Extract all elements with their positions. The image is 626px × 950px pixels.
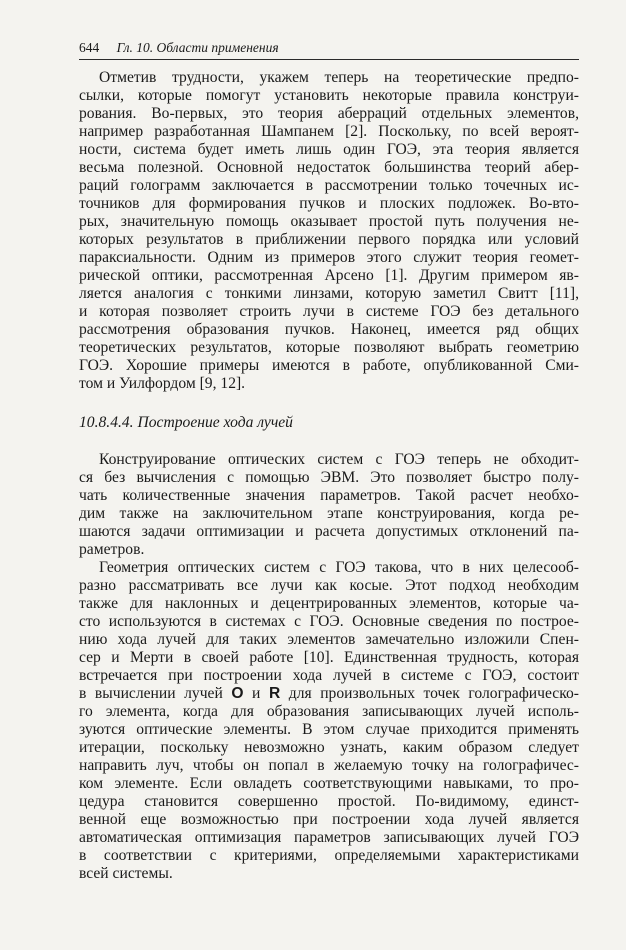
- header-rule: [79, 59, 579, 60]
- symbol-r: R: [268, 685, 281, 702]
- text-line: го элемента, когда для образования записывающих лучей исполь-: [79, 703, 579, 720]
- text-line: цедура становится совершенно простой. По-видимому, единст-: [79, 793, 579, 810]
- page-number: 644: [79, 40, 100, 55]
- text-line: итерации, поскольку невозможно узнать, каким образом следует: [79, 739, 579, 756]
- text-line: разно рассматривать все лучи как косые. Этот подход необходим: [79, 577, 579, 594]
- text-line: также для наклонных и децентрированных элементов, которые ча-: [79, 595, 579, 612]
- text-line: параксиальности. Одним из примеров этого служит теория геомет-: [79, 249, 579, 266]
- text-line: венной еще возможностью при построении хода лучей является: [79, 811, 579, 828]
- text-line: сер и Мерти в своей работе [10]. Единственная трудность, которая: [79, 649, 579, 666]
- text-line: чать количественные значения параметров. Такой расчет необхо-: [79, 487, 579, 504]
- running-header: [79, 40, 579, 56]
- text-line: в соответствии с критериями, определяемыми характеристиками: [79, 847, 579, 864]
- text-line: сто используются в системах с ГОЭ. Основные сведения по построе-: [79, 613, 579, 630]
- text-line: рассмотрения образования пучков. Наконец, имеется ряд общих: [79, 321, 579, 338]
- section-heading: [79, 414, 579, 432]
- text-line: направить луч, чтобы он попал в желаемую точку на голографичес-: [79, 757, 579, 774]
- text-line: ности, система будет иметь лишь один ГОЭ, эта теория является: [79, 141, 579, 158]
- text-line: рической оптики, рассмотренная Арсено [1]. Другим примером яв-: [79, 267, 579, 284]
- text-line: всей системы.: [79, 865, 173, 882]
- text-line: раций голограмм заключается в рассмотрении только точечных ис-: [79, 177, 579, 194]
- text-line: дим также на заключительном этапе конструирования, когда ре-: [79, 505, 579, 522]
- text-line: и которая позволяет строить лучи в системе ГОЭ без детального: [79, 303, 579, 320]
- text-line: автоматическая оптимизация параметров записывающих лучей ГОЭ: [79, 829, 579, 846]
- text-line: весьма полезной. Основной недостаток большинства теорий абер-: [79, 159, 579, 176]
- text-line: раметров.: [79, 541, 145, 558]
- text-line: ляется аналогия с тонкими линзами, которую заметил Свитт [11],: [79, 285, 579, 302]
- paragraph-aberration-theory: [79, 69, 579, 393]
- symbol-o: O: [231, 685, 244, 702]
- text-fragment: и: [243, 685, 269, 702]
- text-line: рования. Во-первых, это теория аберраций отдельных элементов,: [79, 105, 579, 122]
- text-line: нию хода лучей для таких элементов замечательно изложили Спен-: [79, 631, 579, 648]
- text-line: встречается при построении хода лучей в системе с ГОЭ, состоит: [79, 667, 579, 684]
- text-line: ГОЭ. Хорошие примеры имеются в работе, опубликованной Сми-: [79, 357, 579, 374]
- running-title: Гл. 10. Области применения: [116, 40, 279, 55]
- text-line: том и Уилфордом [9, 12].: [79, 375, 246, 392]
- section-number: 10.8.4.4.: [79, 414, 134, 431]
- section-title: Построение хода лучей: [137, 414, 293, 431]
- text-line: которых результатов в приближении первого порядка или условий: [79, 231, 579, 248]
- text-line: ком элементе. Если овладеть соответствующими навыками, то про-: [79, 775, 579, 792]
- text-fragment: в вычислении лучей: [79, 685, 232, 702]
- text-line: шаются задачи оптимизации и расчета допустимых отклонений па-: [79, 523, 579, 540]
- text-fragment: для произвольных точек голографическо-: [280, 685, 580, 702]
- text-line: например разработанная Шампанем [2]. Поскольку, по всей вероят-: [79, 123, 579, 140]
- paragraph-ray-tracing: [79, 451, 579, 883]
- text-line: ся без вычисления с помощью ЭВМ. Это позволяет быстро полу-: [79, 469, 579, 486]
- text-line: зуются оптические элементы. В этом случае приходится применять: [79, 721, 579, 738]
- text-line: Отметив трудности, укажем теперь на теоретические предпо-: [99, 69, 579, 86]
- text-line: Геометрия оптических систем с ГОЭ такова, что в них целесооб-: [99, 559, 579, 576]
- text-line: рых, значительную помощь оказывает простой путь получения не-: [79, 213, 579, 230]
- text-line-with-symbols: [79, 685, 579, 703]
- text-line: теоретических результатов, которые позволяют выбрать геометрию: [79, 339, 579, 356]
- text-line: сылки, которые помогут установить некоторые правила конструи-: [79, 87, 579, 104]
- text-line: точников для формирования пучков и плоских подложек. Во-вто-: [79, 195, 579, 212]
- text-line: Конструирование оптических систем с ГОЭ теперь не обходит-: [99, 451, 579, 468]
